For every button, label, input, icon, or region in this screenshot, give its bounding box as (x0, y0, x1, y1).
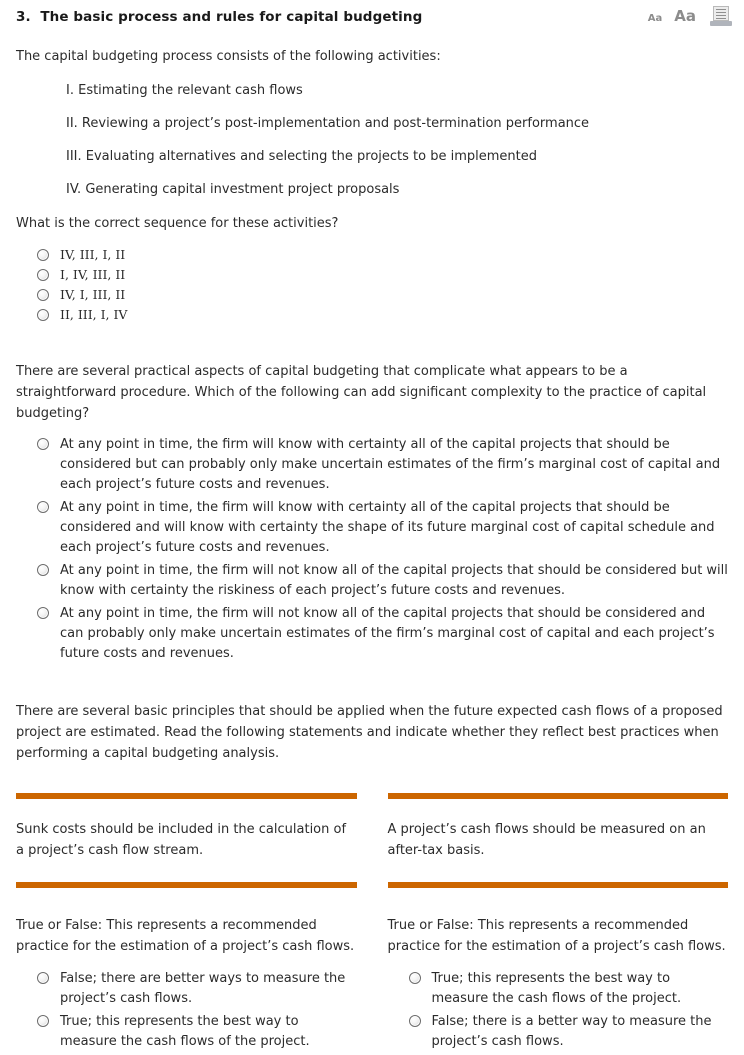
document-icon-line (716, 12, 726, 13)
radio-option[interactable] (37, 498, 728, 558)
option-label: False; there are better ways to measure the project’s cash flows. (60, 971, 346, 1006)
option-label: True; this represents the best way to measure the cash flows of the project. (431, 971, 682, 1006)
activity-item: IV. Generating capital investment project proposals (66, 182, 400, 197)
radio-button-icon[interactable] (37, 289, 49, 301)
radio-option[interactable] (409, 1012, 729, 1052)
radio-option[interactable] (37, 561, 728, 601)
option-label: IV, I, III, II (60, 287, 126, 302)
radio-option[interactable] (37, 1012, 357, 1052)
section-divider-space (16, 667, 728, 701)
document-icon[interactable] (710, 6, 732, 26)
option-label: II, III, I, IV (60, 307, 128, 322)
section-three-intro: There are several basic principles that should be applied when the future expected cash flows of a proposed project are estimated. Read the following statements and indicate whether they reflect best practices when performing a capital budgeting analysis. (16, 704, 723, 761)
radio-button-icon[interactable] (37, 1015, 49, 1027)
option-label: IV, III, I, II (60, 247, 126, 262)
true-false-column-left (16, 915, 357, 1055)
section-one-question: What is the correct sequence for these activities? (16, 216, 339, 231)
statement-column-left (16, 793, 357, 888)
radio-button-icon[interactable] (37, 501, 49, 513)
radio-button-icon[interactable] (37, 972, 49, 984)
radio-option[interactable] (37, 604, 728, 664)
section-one-options (16, 247, 728, 323)
radio-button-icon[interactable] (37, 564, 49, 576)
activity-item: III. Evaluating alternatives and selecting the projects to be implemented (66, 149, 537, 164)
section-two-question: There are several practical aspects of capital budgeting that complicate what appears to be a straightforward procedure. Which of the following can add significant complexity to the practice of capital budgeting? (16, 364, 707, 421)
option-label: I, IV, III, II (60, 267, 126, 282)
true-false-prompt: True or False: This represents a recommended practice for the estimation of a project’s cash flows. (16, 918, 355, 954)
page-title: 3. The basic process and rules for capital budgeting (16, 9, 423, 25)
statement-text: A project’s cash flows should be measured on an after-tax basis. (387, 822, 706, 858)
radio-button-icon[interactable] (37, 438, 49, 450)
section-divider-space (16, 327, 728, 361)
statement-column-right (388, 793, 729, 888)
option-label: False; there is a better way to measure the project’s cash flows. (431, 1014, 712, 1049)
true-false-prompt: True or False: This represents a recommended practice for the estimation of a project’s cash flows. (387, 918, 726, 954)
radio-button-icon[interactable] (37, 607, 49, 619)
divider-rule-bottom (16, 882, 357, 888)
option-label: True; this represents the best way to measure the cash flows of the project. (60, 1014, 310, 1049)
document-icon-line (716, 9, 726, 10)
radio-button-icon[interactable] (37, 249, 49, 261)
document-icon-line (716, 15, 726, 16)
page-content (0, 46, 744, 1055)
option-label: At any point in time, the firm will know with certainty all of the capital projects that should be considered but can probably only make uncertain estimates of the firm’s marginal cost of capital and each project’s future costs and revenues. (60, 437, 721, 492)
radio-button-icon[interactable] (37, 309, 49, 321)
radio-button-icon[interactable] (37, 269, 49, 281)
decrease-font-size-button[interactable]: Aa (647, 13, 663, 24)
section-three (16, 701, 728, 1055)
document-icon-line (716, 18, 726, 19)
statement-columns (16, 793, 728, 888)
page-header (0, 0, 744, 34)
divider-rule-bottom (388, 882, 729, 888)
radio-option[interactable] (37, 247, 728, 263)
true-false-options-right (388, 969, 729, 1052)
radio-option[interactable] (37, 267, 728, 283)
radio-option[interactable] (37, 435, 728, 495)
option-label: At any point in time, the firm will not know all of the capital projects that should be considered but will know with certainty the riskiness of each project’s future costs and revenues. (60, 563, 728, 598)
increase-font-size-button[interactable]: Aa (674, 7, 696, 25)
radio-option[interactable] (37, 969, 357, 1009)
radio-option[interactable] (37, 307, 728, 323)
true-false-columns (16, 915, 728, 1055)
section-one-intro: The capital budgeting process consists of the following activities: (16, 49, 441, 64)
document-icon-base (710, 21, 732, 26)
section-one (16, 46, 728, 323)
statement-text: Sunk costs should be included in the calculation of a project’s cash flow stream. (16, 822, 347, 858)
section-two-options (16, 435, 728, 664)
option-label: At any point in time, the firm will not know all of the capital projects that should be considered and can probably only make uncertain estimates of the firm’s marginal cost of capital and each project’s future costs and revenues. (60, 606, 715, 661)
activities-list (16, 81, 728, 200)
activity-item: I. Estimating the relevant cash flows (66, 83, 303, 98)
true-false-column-right (388, 915, 729, 1055)
radio-button-icon[interactable] (409, 972, 421, 984)
option-label: At any point in time, the firm will know with certainty all of the capital projects that should be considered and will know with certainty the shape of its future marginal cost of capital schedule and each project’s future costs and revenues. (60, 500, 715, 555)
header-toolbar (648, 6, 732, 26)
true-false-options-left (16, 969, 357, 1052)
radio-button-icon[interactable] (409, 1015, 421, 1027)
radio-option[interactable] (37, 287, 728, 303)
activity-item: II. Reviewing a project’s post-implementation and post-termination performance (66, 116, 590, 131)
section-two (16, 361, 728, 664)
radio-option[interactable] (409, 969, 729, 1009)
